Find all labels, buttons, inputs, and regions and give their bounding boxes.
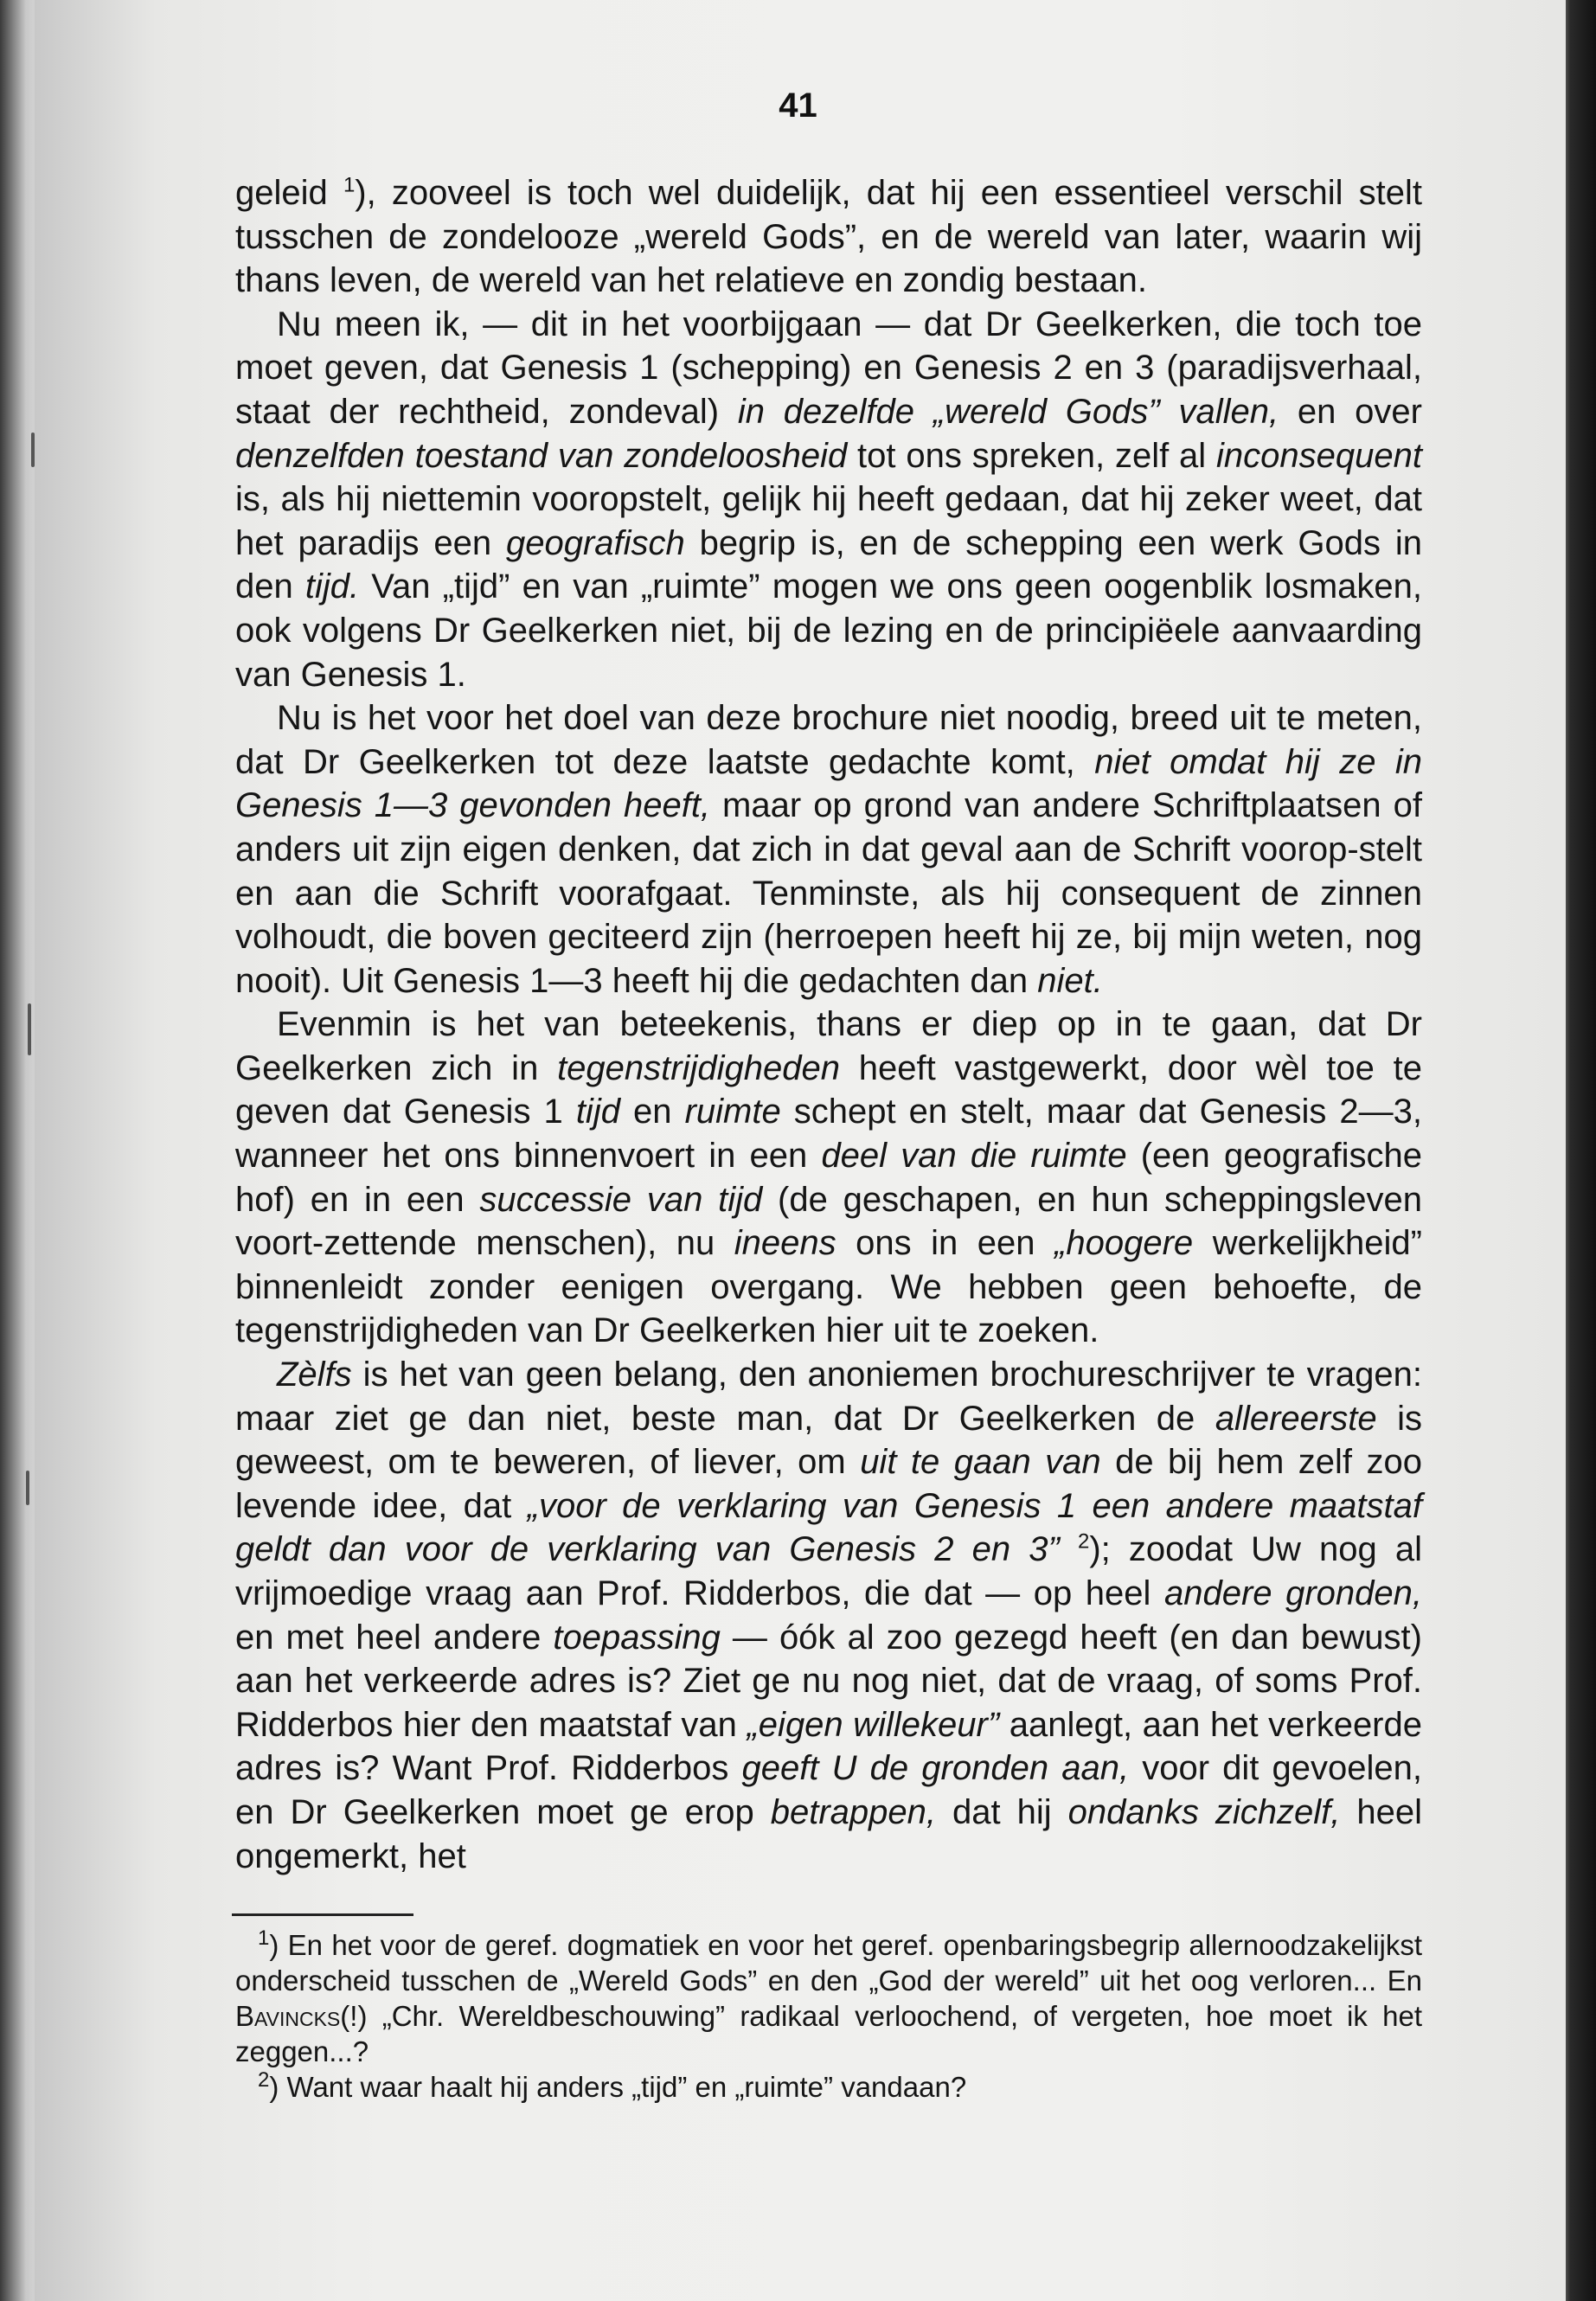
emphasis-text: in dezelfde „wereld Gods” vallen, [737, 392, 1279, 431]
emphasis-text: deel van die ruimte [821, 1137, 1127, 1176]
emphasis-text: tegenstrijdigheden [557, 1048, 840, 1087]
emphasis-text: ondanks zichzelf, [1067, 1792, 1341, 1831]
emphasis-text: ruimte [684, 1093, 781, 1131]
margin-mark [28, 1003, 31, 1055]
emphasis-text: geeft U de gronden aan, [741, 1749, 1130, 1788]
text-run: ), zooveel is toch wel duidelijk, dat hij een essentieel verschil stelt tusschen de zondelooze „wereld Gods”, en de wereld van later, waarin wij thans leven, de wereld van het relatieve en zondig bestaan. [235, 174, 1423, 300]
text-run: geleid [235, 174, 343, 212]
emphasis-text: geografisch [506, 523, 685, 562]
footnote-rule [232, 1913, 413, 1916]
emphasis-text: successie van tijd [479, 1180, 763, 1219]
text-run: Nu is het voor het doel van deze brochure niet noodig, breed uit te meten, dat Dr Geelkerken tot deze laatste gedachte komt, [235, 699, 1422, 781]
text-run: maar op grond van andere Schriftplaatsen of anders uit zijn eigen denken, dat zich in dat geval aan de Schrift voorop-stelt en aan die Schrift voorafgaat. Tenminste, als hij consequent de zinnen volhoudt, die boven geciteerd zijn (herroepen heeft hij ze, bij mijn weten, nog nooit). Uit Genesis 1—3 heeft hij die gedachten dan [235, 786, 1422, 1000]
small-caps-text: Bavincks [235, 2000, 341, 2032]
emphasis-text: Zèlfs [277, 1356, 352, 1394]
text-run: begrip is, en de schepping een werk Gods in den [235, 523, 1422, 606]
paragraph [235, 1353, 1422, 1878]
text-run: heeft vastgewerkt, door wèl toe te geven dat Genesis 1 [235, 1048, 1423, 1131]
emphasis-text: „hoogere [1054, 1224, 1194, 1263]
text-run: ) Want waar haalt hij anders „tijd” en „ruimte” vandaan? [269, 2071, 967, 2103]
emphasis-text: niet. [1037, 961, 1103, 1000]
paragraph [235, 696, 1422, 1003]
text-run: de bij hem zelf zoo levende idee, dat [235, 1443, 1422, 1525]
emphasis-text: uit te gaan van [860, 1443, 1101, 1482]
paragraph [235, 1003, 1422, 1353]
emphasis-text: allereerste [1215, 1399, 1377, 1438]
body-text [235, 171, 1422, 1878]
text-run: tot ons spreken, zelf al [847, 436, 1217, 475]
text-run: en met heel andere [235, 1618, 554, 1657]
emphasis-text: inconsequent [1216, 436, 1422, 475]
paragraph [235, 171, 1422, 303]
footnote-marker: 1 [258, 1926, 270, 1950]
page-number: 41 [779, 87, 817, 125]
paragraph [235, 303, 1422, 696]
text-run: werkelijkheid” binnenleidt zonder eenigen overgang. We hebben geen behoefte, de tegenstrijdigheden van Dr Geelkerken hier uit te zoeken. [235, 1224, 1422, 1350]
text-run: aanlegt, aan het verkeerde adres is? Want Prof. Ridderbos [235, 1705, 1422, 1788]
emphasis-text: tijd. [304, 567, 360, 606]
emphasis-text: andere gronden, [1163, 1574, 1422, 1612]
text-run: schept en stelt, maar dat Genesis 2—3, wanneer het ons binnenvoert in een [235, 1093, 1422, 1176]
text-run [1060, 1530, 1078, 1568]
text-run: en over [1279, 392, 1422, 431]
text-run: is het van geen belang, den anoniemen brochureschrijver te vragen: maar ziet ge dan niet, beste man, dat Dr Geelkerken de [235, 1356, 1422, 1438]
footnote [235, 2069, 1422, 2105]
footnote [235, 1927, 1422, 2069]
emphasis-text: toepassing [553, 1618, 721, 1657]
emphasis-text: betrappen, [770, 1792, 937, 1831]
text-run: — óók al zoo gezegd heeft (en dan bewust) aan het verkeerde adres is? Ziet ge nu nog niet, dat de vraag, of soms Prof. Ridderbos hier den maatstaf van [235, 1618, 1422, 1744]
text-run: ) En het voor de geref. dogmatiek en voor het geref. openbaringsbegrip allernoodzakelijkst onderscheid tusschen de „Wereld Gods” en den „God der wereld” uit het oog verloren... En [235, 1929, 1422, 1997]
emphasis-text: ineens [734, 1224, 836, 1263]
footnote-marker: 1 [343, 173, 356, 197]
text-run: Van „tijd” en van „ruimte” mogen we ons geen oogenblik losmaken, ook volgens Dr Geelkerken niet, bij de lezing en de principiëele aanvaarding van Genesis 1. [235, 567, 1422, 694]
footnote-marker: 2 [1077, 1530, 1090, 1554]
text-run: (de geschapen, en hun scheppingsleven voort-zettende menschen), nu [235, 1180, 1422, 1263]
margin-mark [26, 1471, 29, 1505]
emphasis-text: „eigen willekeur” [747, 1705, 1000, 1744]
margin-mark [31, 433, 35, 467]
footnote-marker: 2 [258, 2068, 270, 2092]
text-run: en [619, 1093, 685, 1131]
text-run: is geweest, om te beweren, of liever, om [235, 1399, 1423, 1482]
text-run: voor dit gevoelen, en Dr Geelkerken moet ge erop [235, 1749, 1422, 1831]
text-run: is, als hij niettemin vooropstelt, gelijk hij heeft gedaan, dat hij zeker weet, dat het paradijs een [235, 480, 1422, 562]
emphasis-text: tijd [575, 1093, 620, 1131]
text-run: dat hij [936, 1792, 1068, 1831]
footnotes [235, 1927, 1422, 2105]
emphasis-text: „voor de verklaring van Genesis 1 een andere maatstaf geldt dan voor de verklaring van Genesis 2 en 3” [235, 1486, 1422, 1569]
emphasis-text: denzelfden toestand van zondeloosheid [235, 436, 848, 475]
text-run: ons in een [836, 1224, 1055, 1263]
text-run: (!) „Chr. Wereldbeschouwing” radikaal verloochend, of vergeten, hoe moet ik het zeggen...? [235, 2000, 1422, 2067]
text-run: (een geografische hof) en in een [235, 1137, 1422, 1219]
text-run: ); zoodat Uw nog al vrijmoedige vraag aan Prof. Ridderbos, die dat — op heel [235, 1530, 1422, 1612]
emphasis-text: niet omdat hij ze in Genesis 1—3 gevonden heeft, [235, 742, 1423, 825]
text-run: heel ongemerkt, het [235, 1792, 1422, 1875]
text-run: Evenmin is het van beteekenis, thans er diep op in te gaan, dat Dr Geelkerken zich in [235, 1005, 1422, 1087]
text-run: Nu meen ik, — dit in het voorbijgaan — dat Dr Geelkerken, die toch toe moet geven, dat Genesis 1 (schepping) en Genesis 2 en 3 (paradijsverhaal, staat der rechtheid, zondeval) [235, 304, 1422, 431]
